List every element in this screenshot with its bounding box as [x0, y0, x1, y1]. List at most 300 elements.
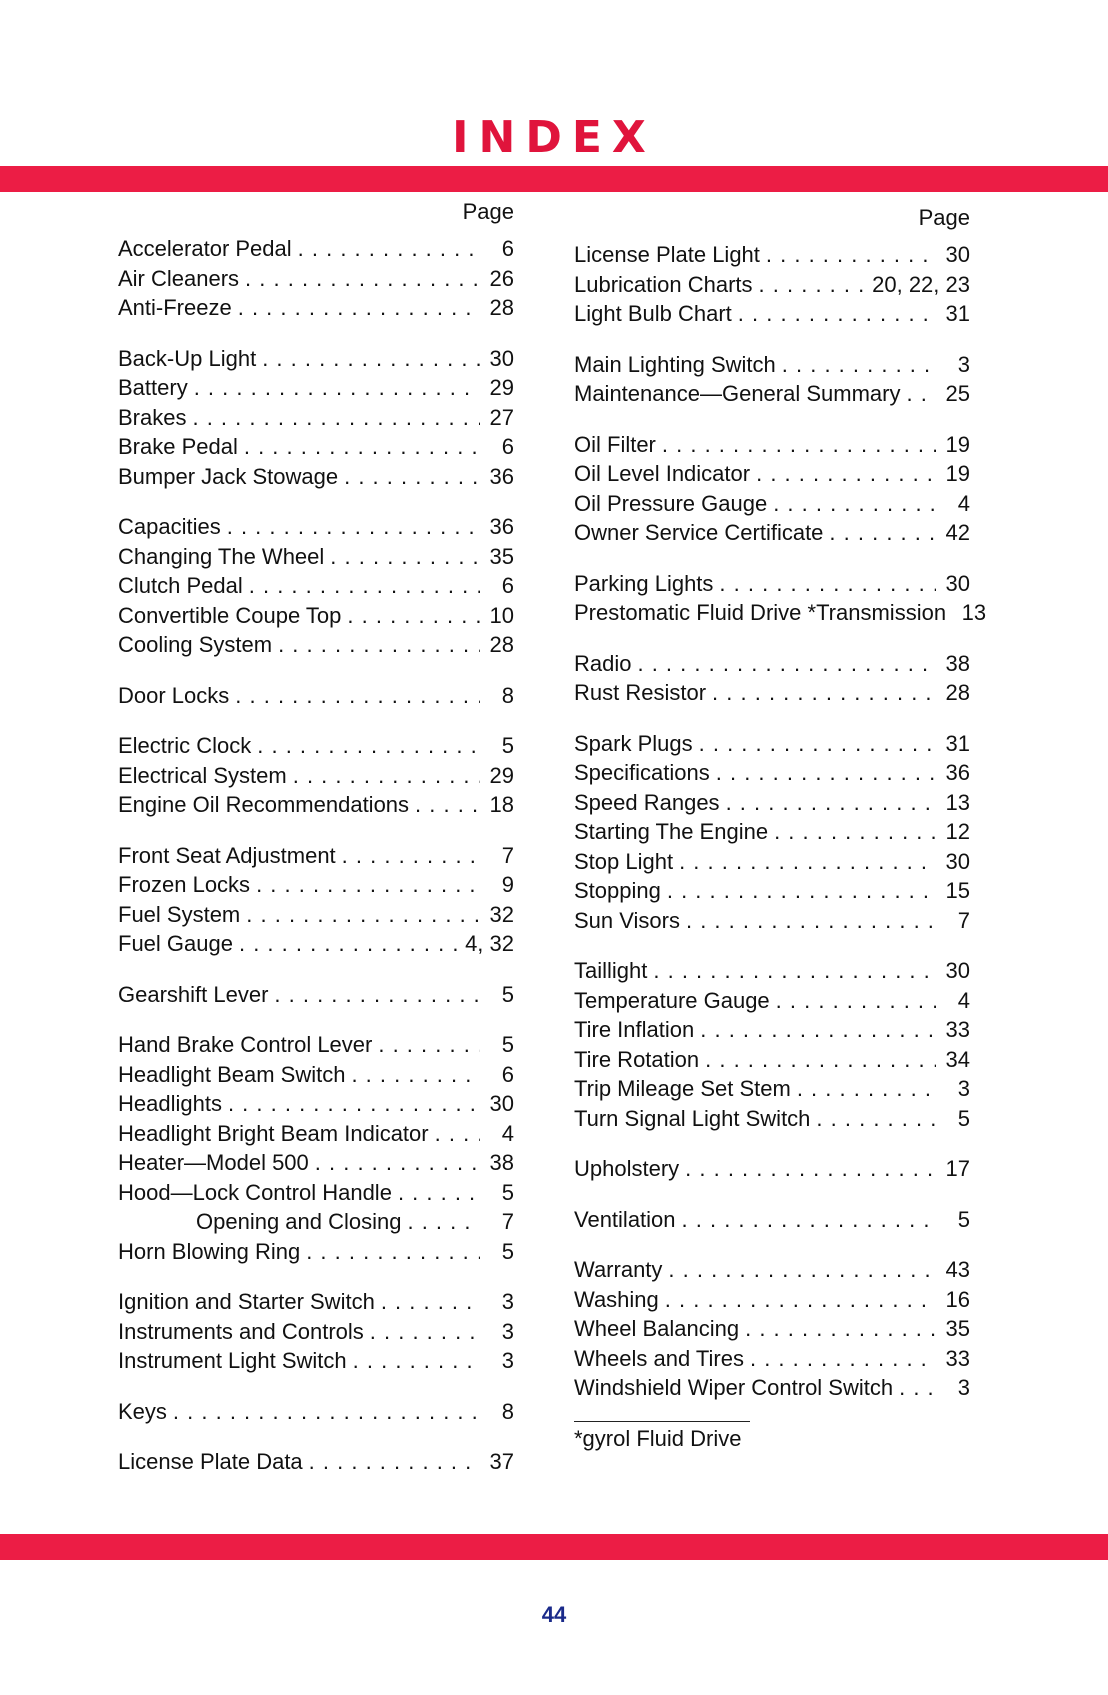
entry-name: Opening and Closing — [196, 1209, 402, 1234]
entry-name: Clutch Pedal — [118, 573, 243, 598]
leader-dots — [906, 379, 936, 409]
index-entry — [118, 1346, 514, 1376]
index-title: INDEX — [452, 112, 656, 163]
entry-page: 8 — [501, 1398, 514, 1424]
leader-dots — [293, 761, 480, 791]
index-entry — [574, 299, 970, 329]
entry-page: 15 — [945, 878, 970, 903]
index-entry — [574, 906, 970, 936]
group-gap — [574, 1133, 970, 1154]
entry-page: 5 — [501, 1032, 514, 1057]
entry-name: Temperature Gauge — [574, 987, 770, 1013]
entry-page: 32 — [489, 901, 514, 927]
entry-name: Electrical System — [118, 762, 287, 788]
index-entry — [118, 373, 514, 403]
leader-dots — [750, 1344, 936, 1374]
leader-dots — [347, 601, 480, 631]
entry-name: Bumper Jack Stowage — [118, 463, 339, 489]
index-entry — [574, 649, 970, 679]
entry-name: Specifications — [574, 760, 710, 785]
entry-page: 5 — [957, 1105, 970, 1131]
index-entry — [574, 758, 970, 788]
entry-page: 3 — [501, 1289, 514, 1314]
entry-page: 4, 32 — [465, 931, 514, 956]
group-gap — [118, 660, 514, 681]
entry-name: Sun Visors — [574, 907, 680, 933]
entry-name: Stopping — [574, 878, 661, 903]
leader-dots — [192, 403, 480, 433]
page-number: 44 — [541, 1602, 567, 1627]
index-entry — [574, 1154, 970, 1184]
leader-dots — [699, 729, 936, 759]
leader-dots — [716, 758, 936, 788]
leader-dots — [381, 1287, 480, 1317]
leader-dots — [330, 542, 480, 572]
index-entry — [574, 1104, 970, 1134]
leader-dots — [370, 1317, 480, 1347]
leader-dots — [415, 790, 480, 820]
entry-page: 6 — [501, 573, 514, 598]
leader-dots — [227, 512, 480, 542]
leader-dots — [306, 1237, 480, 1267]
leader-dots — [344, 462, 480, 492]
leader-dots — [782, 350, 936, 380]
entry-name: Accelerator Pedal — [118, 236, 292, 261]
leader-dots — [776, 986, 936, 1016]
index-entry — [118, 1178, 514, 1208]
index-entry — [574, 430, 970, 460]
index-entry — [574, 986, 970, 1016]
index-entry — [574, 1373, 970, 1403]
entry-page: 19 — [945, 461, 970, 486]
leader-dots — [816, 1104, 936, 1134]
group-gap — [118, 820, 514, 841]
entry-page: 18 — [489, 792, 514, 817]
leader-dots — [797, 1074, 936, 1104]
index-entry — [118, 1060, 514, 1090]
entry-name: Heater—Model 500 — [118, 1150, 309, 1175]
entry-name: Brakes — [118, 404, 187, 430]
group-gap — [118, 1426, 514, 1447]
entry-page: 13 — [945, 789, 970, 815]
index-entry — [574, 1314, 970, 1344]
index-entry — [574, 956, 970, 986]
entry-page: 28 — [489, 632, 514, 657]
leader-dots — [249, 571, 480, 601]
leader-dots — [309, 1447, 480, 1477]
index-entry — [118, 841, 514, 871]
group-gap — [574, 329, 970, 350]
entry-name: Convertible Coupe Top — [118, 602, 342, 628]
index-entry — [118, 870, 514, 900]
entry-page: 31 — [945, 730, 970, 756]
group-gap — [574, 628, 970, 649]
group-gap — [118, 710, 514, 731]
entry-name: Trip Mileage Set Stem — [574, 1076, 791, 1101]
leader-dots — [774, 817, 936, 847]
index-entry — [118, 432, 514, 462]
entry-name: Tire Inflation — [574, 1017, 695, 1042]
entry-page: 36 — [489, 514, 514, 539]
index-entry — [118, 1207, 514, 1237]
entry-page: 19 — [945, 431, 970, 457]
entry-page: 7 — [501, 842, 514, 868]
group-gap — [574, 409, 970, 430]
entry-page: 30 — [945, 848, 970, 874]
index-entry — [574, 1074, 970, 1104]
entry-page: 35 — [945, 1316, 970, 1341]
leader-dots — [726, 788, 936, 818]
entry-page: 16 — [945, 1286, 970, 1312]
entry-page: 5 — [501, 1238, 514, 1264]
leader-dots — [353, 1346, 480, 1376]
entry-name: Headlights — [118, 1091, 222, 1116]
entry-name: Upholstery — [574, 1156, 680, 1181]
index-entry — [118, 571, 514, 601]
entry-page: 8 — [501, 682, 514, 708]
entry-name: Windshield Wiper Control Switch — [574, 1375, 894, 1400]
index-entry — [118, 1237, 514, 1267]
entry-name: Wheels and Tires — [574, 1345, 744, 1371]
entry-name: Frozen Locks — [118, 872, 251, 897]
leader-dots — [274, 980, 480, 1010]
index-entry — [118, 403, 514, 433]
leader-dots — [173, 1397, 480, 1427]
leader-dots — [228, 1089, 480, 1119]
entry-name: Taillight — [574, 958, 648, 983]
entry-name: Oil Level Indicator — [574, 461, 751, 486]
page-column-heading: Page — [918, 205, 970, 230]
group-gap — [574, 708, 970, 729]
entry-name: Spark Plugs — [574, 730, 693, 756]
group-gap — [574, 935, 970, 956]
entry-name: Instrument Light Switch — [118, 1348, 347, 1373]
leader-dots — [398, 1178, 480, 1208]
leader-dots — [745, 1314, 936, 1344]
index-entry — [118, 980, 514, 1010]
index-entry — [574, 847, 970, 877]
index-entry — [574, 817, 970, 847]
leader-dots — [773, 489, 936, 519]
entry-page: 20, 22, 23 — [872, 271, 970, 297]
index-entry — [118, 1287, 514, 1317]
index-entry — [118, 1397, 514, 1427]
leader-dots — [407, 1207, 480, 1237]
group-gap — [574, 1234, 970, 1255]
index-entry — [574, 1344, 970, 1374]
leader-dots — [829, 518, 936, 548]
leader-dots — [705, 1045, 936, 1075]
index-entry — [118, 1089, 514, 1119]
entry-name: Horn Blowing Ring — [118, 1238, 301, 1264]
entry-page: 38 — [945, 650, 970, 676]
entry-name: Hood—Lock Control Handle — [118, 1179, 392, 1205]
entry-name: Maintenance—General Summary — [574, 381, 901, 406]
entry-page: 3 — [957, 351, 970, 377]
entry-name: Headlight Beam Switch — [118, 1061, 346, 1087]
index-entry — [118, 1317, 514, 1347]
entry-name: Ventilation — [574, 1206, 676, 1232]
index-entry — [574, 1285, 970, 1315]
index-entry — [118, 293, 514, 323]
entry-page: 6 — [501, 236, 514, 261]
page-column-heading: Page — [462, 199, 514, 224]
entry-page: 30 — [945, 242, 970, 267]
entry-name: Changing The Wheel — [118, 543, 325, 569]
entry-page: 4 — [501, 1120, 514, 1146]
entry-page: 33 — [945, 1345, 970, 1371]
index-entry — [118, 630, 514, 660]
entry-name: Main Lighting Switch — [574, 351, 776, 377]
entry-name: Headlight Bright Beam Indicator — [118, 1120, 429, 1146]
index-entry — [574, 270, 970, 300]
entry-name: Washing — [574, 1286, 659, 1312]
index-entry — [574, 678, 970, 708]
index-entry — [118, 681, 514, 711]
leader-dots — [245, 264, 480, 294]
leader-dots — [256, 870, 480, 900]
entry-name: Door Locks — [118, 682, 230, 708]
index-left-column — [118, 200, 514, 1477]
entry-page: 29 — [489, 762, 514, 788]
entry-name: Wheel Balancing — [574, 1316, 740, 1341]
index-entry — [574, 489, 970, 519]
entry-name: Parking Lights — [574, 570, 714, 596]
entry-page: 4 — [957, 490, 970, 516]
leader-dots — [315, 1148, 480, 1178]
group-gap — [574, 1184, 970, 1205]
entry-page: 34 — [945, 1046, 970, 1072]
entry-name: Air Cleaners — [118, 265, 240, 291]
entry-page: 30 — [945, 958, 970, 983]
leader-dots — [667, 876, 936, 906]
leader-dots — [351, 1060, 480, 1090]
entry-name: Brake Pedal — [118, 434, 238, 459]
entry-page: 5 — [501, 1179, 514, 1205]
entry-page: 42 — [945, 520, 970, 545]
leader-dots — [682, 1205, 936, 1235]
leader-dots — [712, 678, 936, 708]
entry-page: 28 — [945, 680, 970, 705]
leader-dots — [637, 649, 936, 679]
leader-dots — [662, 430, 936, 460]
index-entry — [574, 1045, 970, 1075]
leader-dots — [685, 1154, 936, 1184]
index-entry — [118, 1148, 514, 1178]
entry-page: 9 — [501, 872, 514, 897]
index-entry — [118, 1447, 514, 1477]
group-gap — [118, 959, 514, 980]
leader-dots — [257, 731, 480, 761]
entry-name: Oil Pressure Gauge — [574, 490, 768, 516]
index-right-column — [574, 205, 987, 1452]
entry-page: 12 — [945, 819, 970, 844]
entry-page: 35 — [489, 543, 514, 569]
entry-page: 30 — [489, 345, 514, 371]
entry-page: 36 — [945, 760, 970, 785]
entry-name: Radio — [574, 650, 632, 676]
index-entry — [574, 459, 970, 489]
entry-name: Prestomatic Fluid Drive *Transmission — [574, 600, 947, 625]
entry-page: 3 — [957, 1076, 970, 1101]
entry-name: Front Seat Adjustment — [118, 842, 336, 868]
entry-name: Owner Service Certificate — [574, 520, 824, 545]
leader-dots — [899, 1373, 936, 1403]
index-entry — [574, 350, 970, 380]
entry-name: Engine Oil Recommendations — [118, 792, 410, 817]
entry-page: 26 — [489, 265, 514, 291]
entry-name: Warranty — [574, 1257, 663, 1282]
leader-dots — [378, 1030, 480, 1060]
entry-page: 3 — [501, 1348, 514, 1373]
index-entry — [118, 1030, 514, 1060]
index-entry — [574, 788, 970, 818]
group-gap — [118, 1009, 514, 1030]
entry-name: Light Bulb Chart — [574, 301, 732, 326]
index-entry — [118, 264, 514, 294]
leader-dots — [239, 929, 459, 959]
entry-name: Fuel Gauge — [118, 931, 233, 956]
leader-dots — [278, 630, 480, 660]
index-entry — [574, 876, 970, 906]
entry-page: 4 — [957, 987, 970, 1013]
leader-dots — [665, 1285, 936, 1315]
entry-page: 37 — [489, 1449, 514, 1474]
entry-page: 5 — [501, 733, 514, 758]
leader-dots — [246, 900, 480, 930]
footnote: *gyrol Fluid Drive — [574, 1425, 742, 1451]
leader-dots — [686, 906, 936, 936]
entry-page: 38 — [489, 1150, 514, 1175]
entry-name: Keys — [118, 1398, 167, 1424]
entry-name: License Plate Data — [118, 1449, 303, 1474]
index-entry — [574, 729, 970, 759]
entry-name: Ignition and Starter Switch — [118, 1289, 375, 1314]
entry-page: 6 — [501, 1061, 514, 1087]
entry-page: 5 — [957, 1206, 970, 1232]
index-entry — [574, 240, 970, 270]
index-entry — [574, 598, 987, 628]
leader-dots — [759, 270, 867, 300]
top-red-stripe — [0, 166, 1108, 192]
index-entry — [118, 512, 514, 542]
index-entry — [118, 344, 514, 374]
leader-dots — [679, 847, 936, 877]
group-gap — [118, 1376, 514, 1397]
right-entries — [574, 240, 987, 1403]
index-entry — [118, 601, 514, 631]
entry-page: 5 — [501, 981, 514, 1007]
entry-name: Back-Up Light — [118, 345, 257, 371]
group-gap — [118, 491, 514, 512]
entry-name: Turn Signal Light Switch — [574, 1105, 811, 1131]
entry-name: Lubrication Charts — [574, 271, 753, 297]
leader-dots — [719, 569, 936, 599]
index-entry — [574, 379, 970, 409]
entry-page: 30 — [945, 570, 970, 596]
entry-name: Gearshift Lever — [118, 981, 269, 1007]
leader-dots — [194, 373, 480, 403]
leader-dots — [653, 956, 936, 986]
leader-dots — [756, 459, 936, 489]
entry-name: Hand Brake Control Lever — [118, 1032, 373, 1057]
index-entry — [118, 929, 514, 959]
entry-page: 29 — [489, 375, 514, 400]
entry-page: 25 — [945, 381, 970, 406]
entry-page: 43 — [945, 1257, 970, 1282]
left-entries — [118, 234, 514, 1477]
entry-page: 13 — [961, 600, 987, 625]
entry-name: License Plate Light — [574, 242, 760, 267]
index-entry — [118, 234, 514, 264]
entry-page: 31 — [945, 301, 970, 326]
index-entry — [574, 1205, 970, 1235]
index-entry — [574, 569, 970, 599]
entry-name: Battery — [118, 375, 188, 400]
group-gap — [118, 1266, 514, 1287]
index-entry — [118, 790, 514, 820]
entry-name: Instruments and Controls — [118, 1318, 364, 1344]
index-entry — [118, 1119, 514, 1149]
entry-page: 6 — [501, 434, 514, 459]
entry-name: Electric Clock — [118, 733, 252, 758]
footnote-rule — [574, 1421, 750, 1422]
leader-dots — [435, 1119, 480, 1149]
leader-dots — [738, 299, 936, 329]
entry-page: 27 — [489, 404, 514, 430]
entry-page: 36 — [489, 463, 514, 489]
entry-page: 33 — [945, 1017, 970, 1042]
entry-page: 10 — [489, 602, 514, 628]
index-entry — [118, 462, 514, 492]
index-entry — [118, 731, 514, 761]
leader-dots — [238, 293, 480, 323]
entry-name: Anti-Freeze — [118, 295, 232, 320]
leader-dots — [766, 240, 936, 270]
entry-page: 3 — [957, 1375, 970, 1400]
entry-name: Tire Rotation — [574, 1046, 700, 1072]
index-entry — [118, 900, 514, 930]
group-gap — [574, 548, 970, 569]
leader-dots — [668, 1255, 936, 1285]
index-entry — [118, 761, 514, 791]
entry-name: Stop Light — [574, 848, 674, 874]
entry-page: 7 — [501, 1209, 514, 1234]
group-gap — [118, 323, 514, 344]
leader-dots — [244, 432, 480, 462]
entry-name: Cooling System — [118, 632, 273, 657]
entry-page: 17 — [945, 1156, 970, 1181]
index-entry — [574, 1015, 970, 1045]
entry-name: Starting The Engine — [574, 819, 769, 844]
leader-dots — [700, 1015, 936, 1045]
entry-name: Oil Filter — [574, 431, 656, 457]
index-entry — [574, 1255, 970, 1285]
entry-page: 30 — [489, 1091, 514, 1116]
entry-name: Fuel System — [118, 901, 241, 927]
index-entry — [118, 542, 514, 572]
entry-name: Speed Ranges — [574, 789, 720, 815]
entry-name: Rust Resistor — [574, 680, 707, 705]
leader-dots — [262, 344, 480, 374]
entry-page: 3 — [501, 1318, 514, 1344]
entry-name: Capacities — [118, 514, 221, 539]
entry-page: 28 — [489, 295, 514, 320]
leader-dots — [342, 841, 480, 871]
leader-dots — [298, 234, 480, 264]
bottom-red-stripe — [0, 1534, 1108, 1560]
leader-dots — [235, 681, 480, 711]
